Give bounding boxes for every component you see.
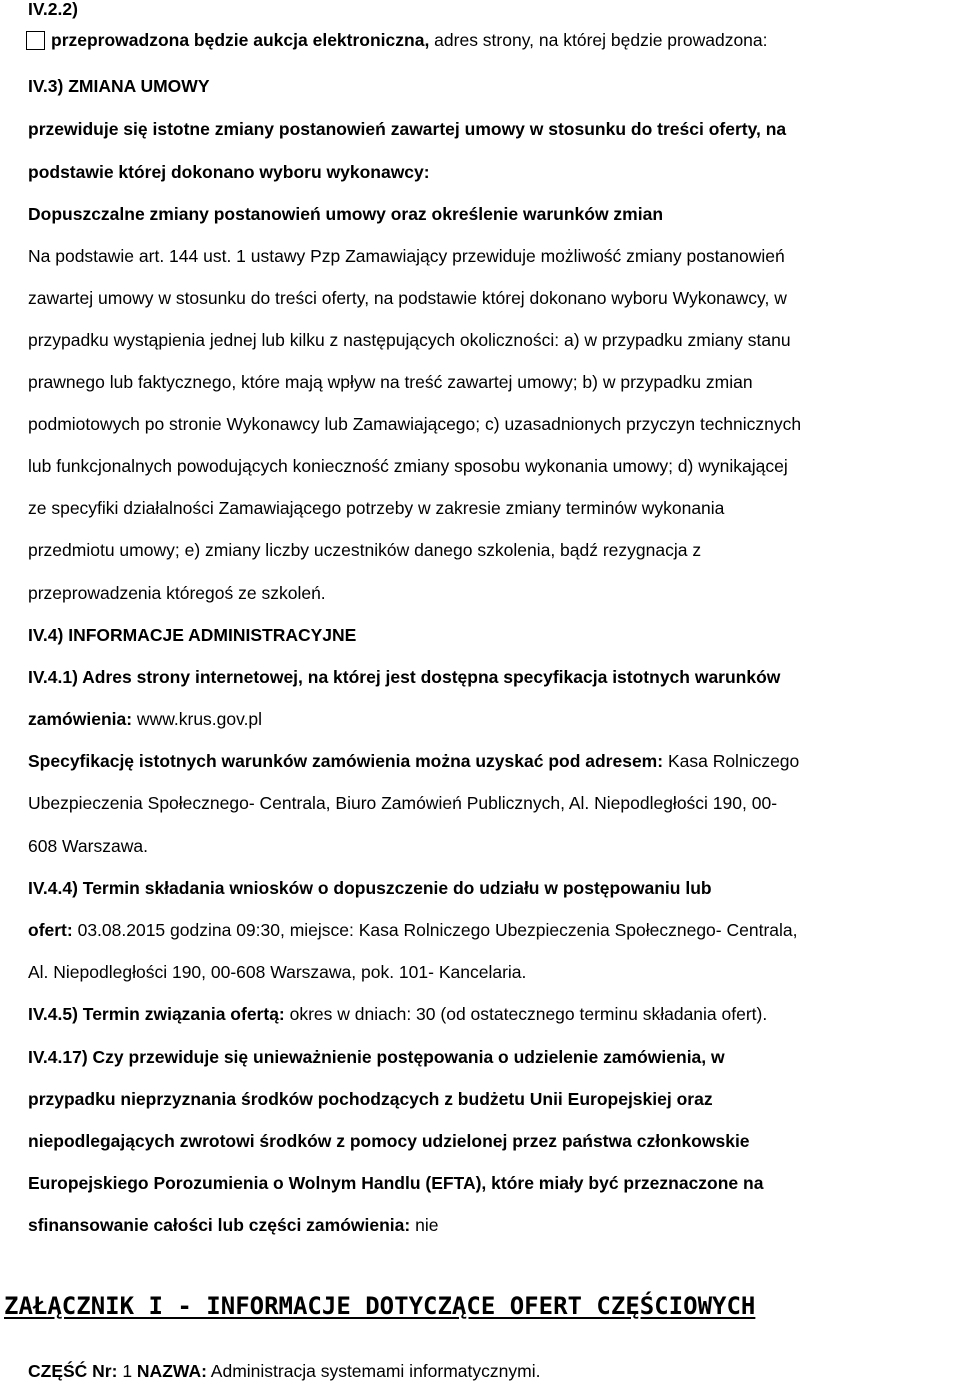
change-question-line1: przewiduje się istotne zmiany postanowień zawartej umowy w stosunku do treści oferty, na [28,119,787,139]
website-question-line1: IV.4.1) Adres strony internetowej, na której jest dostępna specyfikacja istotnych warunków [28,667,781,687]
auction-checkbox[interactable] [26,31,45,50]
binding-period: IV.4.5) Termin związania ofertą: okres w dniach: 30 (od ostatecznego terminu składania ofert). [28,1004,768,1024]
deadline-question-line2: ofert: 03.08.2015 godzina 09:30, miejsce: Kasa Rolniczego Ubezpieczenia Społecznego- Centrala, [28,920,798,940]
section-heading-iv-3: IV.3) ZMIANA UMOWY [28,76,210,96]
annulment-question-line: niepodlegających zwrotowi środków z pomocy udzielonej przez państwa członkowskie [28,1131,750,1151]
spec-address-line3: 608 Warszawa. [28,836,148,856]
section-heading-iv-4: IV.4) INFORMACJE ADMINISTRACYJNE [28,625,357,645]
change-body-line: przedmiotu umowy; e) zmiany liczby uczestników danego szkolenia, bądź rezygnacja z [28,540,702,560]
change-body-line: ze specyfiki działalności Zamawiającego potrzeby w zakresie zmiany terminów wykonania [28,498,725,518]
auction-option: przeprowadzona będzie aukcja elektroniczna, adres strony, na której będzie prowadzona: [26,29,768,51]
deadline-question-line3: Al. Niepodległości 190, 00-608 Warszawa, pok. 101- Kancelaria. [28,962,527,982]
change-question-line2: podstawie której dokonano wyboru wykonawcy: [28,162,430,182]
change-body-line: przeprowadzenia któregoś ze szkoleń. [28,583,326,603]
annulment-question-line: Europejskiego Porozumienia o Wolnym Handlu (EFTA), które miały być przeznaczone na [28,1173,764,1193]
deadline-question-line1: IV.4.4) Termin składania wniosków o dopuszczenie do udziału w postępowaniu lub [28,878,712,898]
change-body-line: przypadku wystąpienia jednej lub kilku z następujących okoliczności: a) w przypadku zmiany stanu [28,330,791,350]
change-body-line: lub funkcjonalnych powodujących konieczność zmiany sposobu wykonania umowy; d) wynikającej [28,456,788,476]
change-body-line: podmiotowych po stronie Wykonawcy lub Zamawiającego; c) uzasadnionych przyczyn technicznych [28,414,802,434]
spec-address-line1: Specyfikację istotnych warunków zamówienia można uzyskać pod adresem: Kasa Rolniczego [28,751,800,771]
website-question-line2: zamówienia: www.krus.gov.pl [28,709,263,729]
annulment-question-line: IV.4.17) Czy przewiduje się unieważnienie postępowania o udzielenie zamówienia, w [28,1047,725,1067]
part-name-line: CZĘŚĆ Nr: 1 NAZWA: Administracja systemami informatycznymi. [28,1361,541,1381]
change-body-line: prawnego lub faktycznego, które mają wpływ na treść zawartej umowy; b) w przypadku zmian [28,372,753,392]
annulment-question-line: sfinansowanie całości lub części zamówienia: nie [28,1215,439,1235]
section-heading-iv-2-2: IV.2.2) [28,0,78,19]
annex-title: ZAŁĄCZNIK I - INFORMACJE DOTYCZĄCE OFERT CZĘŚCIOWYCH [4,1292,756,1320]
change-body-line: Na podstawie art. 144 ust. 1 ustawy Pzp Zamawiający przewiduje możliwość zmiany postanowień [28,246,785,266]
spec-address-line2: Ubezpieczenia Społecznego- Centrala, Biuro Zamówień Publicznych, Al. Niepodległości 190, 00- [28,793,778,813]
spec-website-link[interactable]: www.krus.gov.pl [132,709,263,729]
change-subheading: Dopuszczalne zmiany postanowień umowy oraz określenie warunków zmian [28,204,664,224]
change-body-line: zawartej umowy w stosunku do treści oferty, na podstawie której dokonano wyboru Wykonawcy, w [28,288,787,308]
annulment-question-line: przypadku nieprzyznania środków pochodzących z budżetu Unii Europejskiej oraz [28,1089,713,1109]
